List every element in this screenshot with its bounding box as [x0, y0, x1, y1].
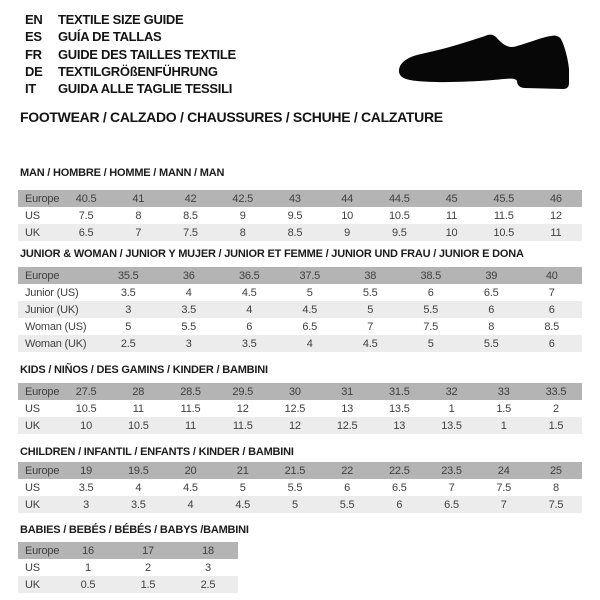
- size-cell: 31.5: [389, 385, 410, 398]
- size-cell: 37.5: [299, 269, 321, 282]
- size-cell: 3: [83, 498, 90, 511]
- size-cell: 12: [236, 402, 249, 415]
- size-cell: 11: [446, 209, 458, 222]
- size-cell: 7.5: [548, 498, 564, 511]
- size-cell: 21.5: [284, 464, 306, 477]
- language-label: GUIDA ALLE TAGLIE TESSILI: [58, 81, 233, 97]
- size-cell: 22: [341, 464, 354, 477]
- table-row: [18, 417, 582, 434]
- size-cell: 9.5: [391, 226, 407, 239]
- language-code: FR: [25, 46, 42, 62]
- row-label: UK: [25, 419, 40, 432]
- size-cell: 13: [341, 402, 354, 415]
- section-title: JUNIOR & WOMAN / JUNIOR Y MUJER / JUNIOR ET FEMME / JUNIOR UND FRAU / JUNIOR E DONA: [20, 248, 524, 260]
- size-cell: 8: [488, 320, 495, 333]
- size-cell: 11.5: [232, 419, 253, 432]
- table-row: [18, 318, 582, 335]
- language-row: [25, 46, 236, 63]
- size-cell: 27.5: [75, 385, 97, 398]
- size-cell: 9.5: [287, 209, 303, 222]
- section-title: MAN / HOMBRE / HOMME / MANN / MAN: [20, 167, 225, 179]
- language-label: GUIDE DES TAILLES TEXTILE: [58, 46, 236, 62]
- size-cell: 6: [344, 481, 351, 494]
- size-cell: 39: [485, 269, 498, 282]
- size-cell: 44: [341, 192, 354, 205]
- size-cell: 3: [205, 561, 211, 574]
- size-cell: 6: [427, 286, 434, 299]
- language-label: GUÍA DE TALLAS: [58, 29, 162, 45]
- size-cell: 40: [545, 269, 558, 282]
- size-cell: 13: [393, 419, 406, 432]
- row-label: Europe: [25, 192, 60, 205]
- size-cell: 5.5: [287, 481, 303, 494]
- size-cell: 6.5: [444, 498, 459, 511]
- table-row: [18, 462, 582, 479]
- size-cell: 10: [80, 419, 93, 432]
- table-row: [18, 190, 582, 207]
- size-cell: 8.5: [287, 226, 303, 239]
- size-cell: 5: [306, 286, 313, 299]
- size-cell: 11.5: [180, 402, 201, 415]
- table-row: [18, 207, 582, 224]
- size-cell: 1: [85, 561, 91, 574]
- row-label: Europe: [25, 385, 60, 398]
- row-label: UK: [25, 498, 40, 511]
- size-cell: 4: [135, 481, 142, 494]
- size-cell: 11: [184, 419, 197, 432]
- size-cell: 36.5: [238, 269, 260, 282]
- row-label: Junior (US): [25, 286, 79, 299]
- size-cell: 4: [185, 286, 192, 299]
- section-title: KIDS / NIÑOS / DES GAMINS / KINDER / BAMBINI: [20, 364, 268, 376]
- size-cell: 10.5: [75, 402, 97, 415]
- size-cell: 6.5: [483, 286, 499, 299]
- size-cell: 8: [552, 481, 559, 494]
- table-row: [18, 284, 582, 301]
- size-cell: 33: [497, 385, 510, 398]
- category-header: FOOTWEAR / CALZADO / CHAUSSURES / SCHUHE / CALZATURE: [20, 109, 443, 125]
- table-row: [18, 301, 582, 318]
- size-cell: 7.5: [78, 209, 94, 222]
- size-table: [18, 267, 582, 352]
- size-table: [18, 462, 582, 513]
- size-cell: 10.5: [389, 209, 410, 222]
- size-cell: 6: [246, 320, 253, 333]
- size-cell: 5.5: [483, 337, 499, 350]
- size-cell: 1.5: [548, 419, 564, 432]
- size-cell: 7: [135, 226, 142, 239]
- size-cell: 6.5: [391, 481, 407, 494]
- size-cell: 12: [550, 209, 562, 222]
- size-cell: 40.5: [75, 192, 97, 205]
- size-cell: 23.5: [441, 464, 462, 477]
- language-code: EN: [25, 12, 43, 28]
- size-cell: 17: [142, 544, 154, 557]
- language-row: [25, 63, 236, 80]
- size-cell: 10.5: [493, 226, 515, 239]
- size-cell: 5: [239, 481, 246, 494]
- size-cell: 10: [341, 209, 354, 222]
- size-cell: 38.5: [420, 269, 442, 282]
- row-label: US: [25, 209, 40, 222]
- size-cell: 6.5: [302, 320, 318, 333]
- size-cell: 0.5: [80, 578, 96, 591]
- size-cell: 4.5: [302, 303, 318, 316]
- language-label: TEXTILGRÖßENFÜHRUNG: [58, 64, 218, 80]
- size-cell: 7: [500, 498, 507, 511]
- size-cell: 12.5: [284, 402, 306, 415]
- size-cell: 7.5: [183, 226, 198, 239]
- size-cell: 8.5: [183, 209, 198, 222]
- size-cell: 4: [246, 303, 253, 316]
- size-cell: 29.5: [232, 385, 254, 398]
- size-cell: 13.5: [441, 419, 462, 432]
- size-cell: 5: [427, 337, 434, 350]
- size-cell: 5: [125, 320, 132, 333]
- table-row: [18, 224, 582, 241]
- row-label: Woman (UK): [25, 337, 87, 350]
- size-cell: 8: [135, 209, 142, 222]
- size-cell: 1.5: [140, 578, 156, 591]
- size-cell: 9: [239, 209, 246, 222]
- size-cell: 33.5: [545, 385, 567, 398]
- size-cell: 44.5: [389, 192, 410, 205]
- size-cell: 5.5: [362, 286, 378, 299]
- size-cell: 4: [187, 498, 194, 511]
- table-row: [18, 542, 238, 559]
- size-cell: 4.5: [241, 286, 257, 299]
- language-title-list: [25, 11, 236, 97]
- size-cell: 3: [125, 303, 132, 316]
- size-cell: 7: [367, 320, 374, 333]
- row-label: Junior (UK): [25, 303, 79, 316]
- size-cell: 4: [306, 337, 313, 350]
- size-cell: 7: [448, 481, 455, 494]
- size-cell: 1.5: [496, 402, 512, 415]
- row-label: Woman (US): [25, 320, 87, 333]
- row-label: US: [25, 561, 40, 574]
- size-cell: 11.5: [493, 209, 514, 222]
- size-cell: 10.5: [128, 419, 149, 432]
- section-title: BABIES / BEBÉS / BÉBÉS / BABYS /BAMBINI: [20, 524, 249, 536]
- row-label: UK: [25, 226, 40, 239]
- size-cell: 46: [550, 192, 562, 205]
- size-cell: 1: [500, 419, 507, 432]
- size-cell: 7.5: [496, 481, 512, 494]
- size-cell: 38: [364, 269, 377, 282]
- size-cell: 3.5: [78, 481, 94, 494]
- size-table: [18, 190, 582, 241]
- language-row: [25, 11, 236, 28]
- size-cell: 5.5: [423, 303, 439, 316]
- size-cell: 19.5: [128, 464, 149, 477]
- table-row: [18, 559, 238, 576]
- size-cell: 2.5: [120, 337, 136, 350]
- size-cell: 21: [236, 464, 249, 477]
- size-table: [18, 383, 582, 434]
- size-cell: 3.5: [181, 303, 197, 316]
- size-cell: 3.5: [120, 286, 136, 299]
- size-cell: 13.5: [389, 402, 410, 415]
- size-cell: 6: [548, 337, 555, 350]
- size-cell: 41: [132, 192, 145, 205]
- section-title: CHILDREN / INFANTIL / ENFANTS / KINDER / BAMBINI: [20, 446, 294, 458]
- size-cell: 28: [132, 385, 145, 398]
- size-cell: 6: [396, 498, 403, 511]
- size-cell: 8: [239, 226, 246, 239]
- size-cell: 28.5: [180, 385, 201, 398]
- size-cell: 5.5: [181, 320, 197, 333]
- table-row: [18, 383, 582, 400]
- size-cell: 3: [185, 337, 192, 350]
- size-cell: 24: [497, 464, 510, 477]
- size-cell: 35.5: [117, 269, 139, 282]
- size-cell: 12.5: [336, 419, 358, 432]
- size-cell: 6: [548, 303, 555, 316]
- size-cell: 12: [288, 419, 301, 432]
- language-row: [25, 28, 236, 45]
- size-cell: 45: [445, 192, 458, 205]
- row-label: US: [25, 402, 40, 415]
- size-cell: 45.5: [493, 192, 515, 205]
- row-label: Europe: [25, 544, 60, 557]
- size-cell: 42: [184, 192, 197, 205]
- language-label: TEXTILE SIZE GUIDE: [58, 12, 184, 28]
- table-row: [18, 496, 582, 513]
- size-cell: 2: [145, 561, 151, 574]
- language-code: DE: [25, 64, 43, 80]
- size-cell: 3.5: [241, 337, 257, 350]
- table-row: [18, 267, 582, 284]
- size-cell: 6.5: [78, 226, 94, 239]
- size-cell: 11: [132, 402, 144, 415]
- size-cell: 6: [488, 303, 495, 316]
- size-cell: 19: [80, 464, 93, 477]
- size-cell: 5: [367, 303, 374, 316]
- size-cell: 1: [448, 402, 455, 415]
- row-label: Europe: [25, 464, 60, 477]
- size-cell: 20: [184, 464, 197, 477]
- size-cell: 42.5: [232, 192, 254, 205]
- size-cell: 30: [288, 385, 301, 398]
- size-cell: 43: [288, 192, 301, 205]
- size-cell: 7.5: [423, 320, 439, 333]
- size-cell: 32: [445, 385, 458, 398]
- dress-shoe-icon: [397, 33, 573, 93]
- table-row: [18, 400, 582, 417]
- size-cell: 3.5: [130, 498, 146, 511]
- size-cell: 16: [82, 544, 94, 557]
- size-cell: 10: [445, 226, 458, 239]
- size-cell: 5.5: [339, 498, 355, 511]
- size-cell: 11: [550, 226, 562, 239]
- table-row: [18, 335, 582, 352]
- size-cell: 8.5: [544, 320, 560, 333]
- language-code: ES: [25, 29, 42, 45]
- language-code: IT: [25, 81, 36, 97]
- size-cell: 25: [550, 464, 562, 477]
- size-cell: 36: [182, 269, 195, 282]
- size-cell: 4.5: [362, 337, 378, 350]
- size-cell: 4.5: [183, 481, 198, 494]
- row-label: US: [25, 481, 40, 494]
- table-row: [18, 576, 238, 593]
- size-cell: 5: [291, 498, 298, 511]
- size-table: [18, 542, 238, 593]
- table-row: [18, 479, 582, 496]
- size-cell: 7: [548, 286, 555, 299]
- row-label: Europe: [25, 269, 60, 282]
- size-cell: 2.5: [200, 578, 216, 591]
- size-cell: 4.5: [235, 498, 251, 511]
- size-cell: 2: [552, 402, 559, 415]
- size-cell: 22.5: [389, 464, 410, 477]
- language-row: [25, 80, 236, 97]
- size-cell: 18: [202, 544, 214, 557]
- row-label: UK: [25, 578, 40, 591]
- size-cell: 9: [344, 226, 351, 239]
- size-cell: 31: [341, 385, 354, 398]
